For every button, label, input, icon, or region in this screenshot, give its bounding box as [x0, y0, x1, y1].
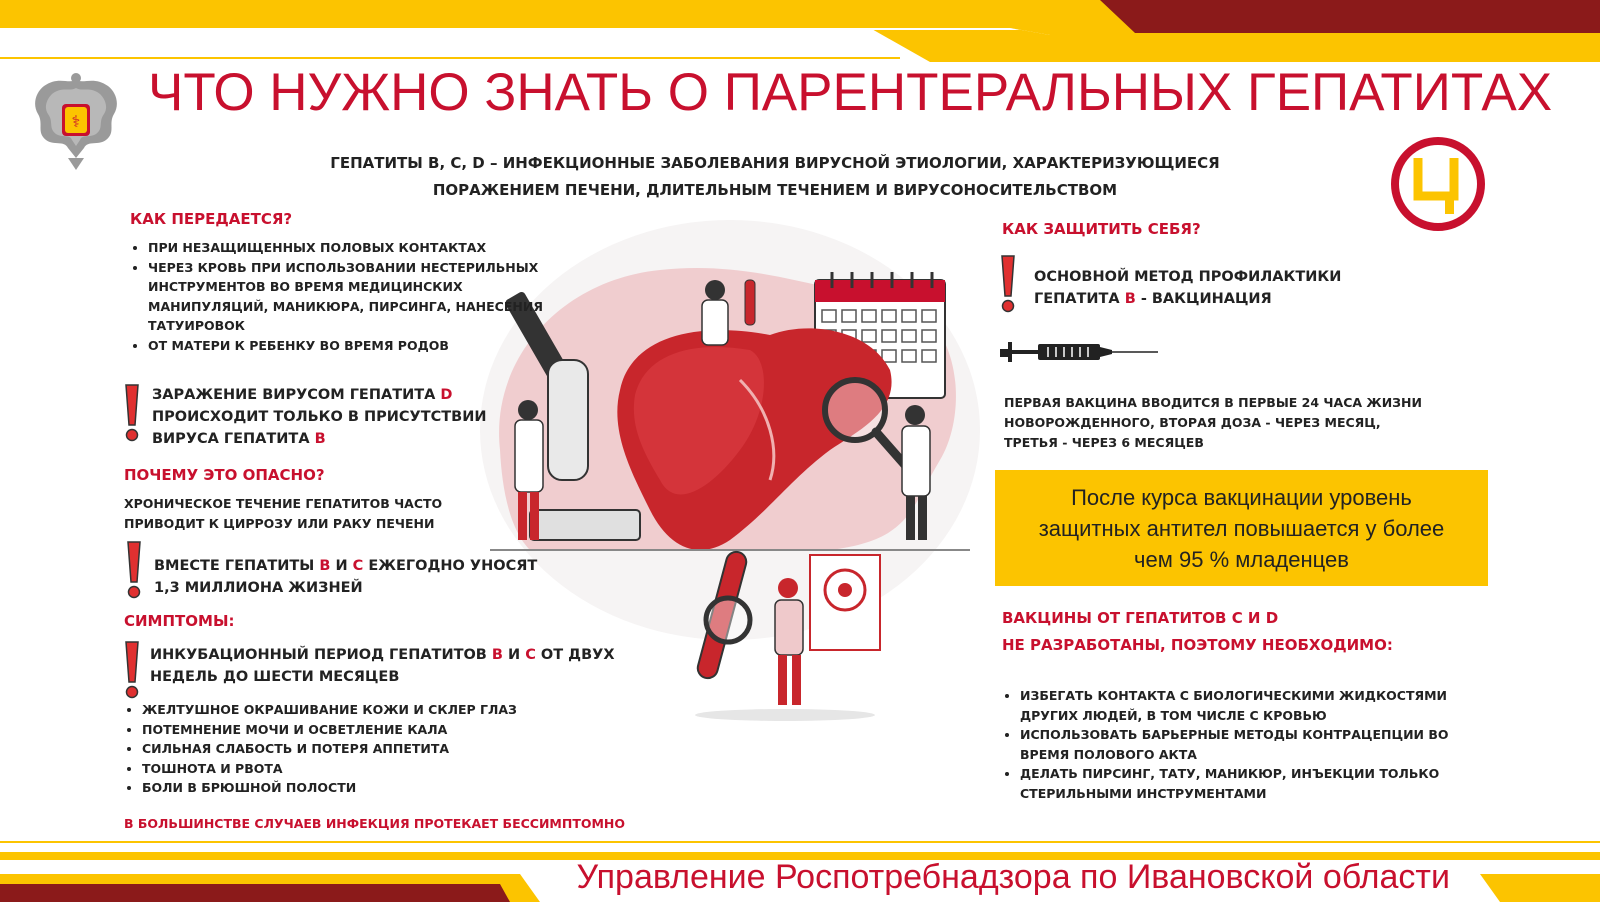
vaccine-schedule [1004, 393, 1422, 453]
warning-part: И [330, 558, 353, 574]
warning-letter: В [491, 647, 503, 663]
vaccination-main [1034, 266, 1341, 310]
warning-line: ПРОИСХОДИТ ТОЛЬКО В ПРИСУТСТВИИ [152, 409, 487, 425]
list-item: • ИСПОЛЬЗОВАТЬ БАРЬЕРНЫЕ МЕТОДЫ КОНТРАЦЕПЦИИ ВО ВРЕМЯ ПОЛОВОГО АКТА [1020, 725, 1460, 764]
danger-line: ПРИВОДИТ К ЦИРРОЗУ ИЛИ РАКУ ПЕЧЕНИ [124, 516, 435, 531]
highlight-line: защитных антител повышается у более [1038, 516, 1445, 541]
warning-part: И [502, 647, 526, 663]
list-item: • СИЛЬНАЯ СЛАБОСТЬ И ПОТЕРЯ АППЕТИТА [142, 739, 602, 759]
vaccination-part: ГЕПАТИТА [1034, 291, 1125, 307]
hepatitis-d-warning [152, 384, 486, 450]
warning-line: ЗАРАЖЕНИЕ ВИРУСОМ ГЕПАТИТА [152, 387, 441, 403]
top-decor-stripes [0, 0, 1600, 62]
exclamation-icon [124, 540, 144, 600]
list-item: • ЖЕЛТУШНОЕ ОКРАШИВАНИЕ КОЖИ И СКЛЕР ГЛАЗ [142, 700, 602, 720]
page-title: ЧТО НУЖНО ЗНАТЬ О ПАРЕНТЕРАЛЬНЫХ ГЕПАТИТАХ [148, 63, 1553, 122]
list-item: • ОТ МАТЕРИ К РЕБЕНКУ ВО ВРЕМЯ РОДОВ [148, 336, 568, 356]
rospotrebnadzor-emblem-icon [28, 70, 124, 174]
prevention-list [998, 686, 1460, 803]
list-item: • БОЛИ В БРЮШНОЙ ПОЛОСТИ [142, 778, 602, 798]
protect-title: КАК ЗАЩИТИТЬ СЕБЯ? [1002, 220, 1201, 238]
list-item: • ЧЕРЕЗ КРОВЬ ПРИ ИСПОЛЬЗОВАНИИ НЕСТЕРИЛЬНЫХ ИНСТРУМЕНТОВ ВО ВРЕМЯ МЕДИЦИНСКИХ МАНИПУЛЯЦИЙ, МАНИКЮРА, ПИРСИНГА, НАНЕСЕНИЯ ТАТУИРОВОК [148, 258, 568, 336]
warning-letter: D [440, 387, 453, 403]
intro-text [300, 150, 1250, 204]
no-vaccine-title [1002, 605, 1393, 659]
no-vaccine-title-line: НЕ РАЗРАБОТАНЫ, ПОЭТОМУ НЕОБХОДИМО: [1002, 636, 1393, 654]
list-item: • ПРИ НЕЗАЩИЩЕННЫХ ПОЛОВЫХ КОНТАКТАХ [148, 238, 568, 258]
center-hygiene-logo-icon [1390, 136, 1486, 232]
deaths-warning [154, 555, 537, 599]
vaccination-part: - ВАКЦИНАЦИЯ [1135, 291, 1272, 307]
schedule-line: ТРЕТЬЯ - ЧЕРЕЗ 6 МЕСЯЦЕВ [1004, 435, 1204, 450]
warning-part: ОТ ДВУХ [535, 647, 615, 663]
list-item: • ТОШНОТА И РВОТА [142, 759, 602, 779]
list-item: • ДЕЛАТЬ ПИРСИНГ, ТАТУ, МАНИКЮР, ИНЪЕКЦИИ ТОЛЬКО СТЕРИЛЬНЫМИ ИНСТРУМЕНТАМИ [1020, 764, 1460, 803]
warning-letter: В [314, 431, 326, 447]
no-vaccine-title-line: ВАКЦИНЫ ОТ ГЕПАТИТОВ С И D [1002, 609, 1279, 627]
highlight-line: чем 95 % младенцев [1134, 547, 1349, 572]
danger-line: ХРОНИЧЕСКОЕ ТЕЧЕНИЕ ГЕПАТИТОВ ЧАСТО [124, 496, 443, 511]
vaccination-highlight-box [995, 470, 1488, 586]
transmission-list [126, 238, 568, 355]
warning-letter: В [319, 558, 331, 574]
danger-text [124, 494, 442, 534]
warning-line: 1,3 МИЛЛИОНА ЖИЗНЕЙ [154, 580, 363, 596]
schedule-line: ПЕРВАЯ ВАКЦИНА ВВОДИТСЯ В ПЕРВЫЕ 24 ЧАСА ЖИЗНИ [1004, 395, 1422, 410]
exclamation-icon [122, 383, 142, 443]
warning-letter: С [352, 558, 364, 574]
exclamation-icon [122, 640, 142, 700]
exclamation-icon [998, 254, 1018, 314]
warning-part: ИНКУБАЦИОННЫЙ ПЕРИОД ГЕПАТИТОВ [150, 647, 492, 663]
syringe-icon [1000, 338, 1160, 366]
highlight-line: После курса вакцинации уровень [1071, 485, 1412, 510]
intro-line-2: ПОРАЖЕНИЕМ ПЕЧЕНИ, ДЛИТЕЛЬНЫМ ТЕЧЕНИЕМ И ВИРУСОНОСИТЕЛЬСТВОМ [432, 181, 1118, 199]
schedule-line: НОВОРОЖДЕННОГО, ВТОРАЯ ДОЗА - ЧЕРЕЗ МЕСЯЦ, [1004, 415, 1381, 430]
warning-part: ВМЕСТЕ ГЕПАТИТЫ [154, 558, 320, 574]
intro-line-1: ГЕПАТИТЫ В, С, D – ИНФЕКЦИОННЫЕ ЗАБОЛЕВАНИЯ ВИРУСНОЙ ЭТИОЛОГИИ, ХАРАКТЕРИЗУЮЩИЕСЯ [330, 154, 1220, 172]
lab-report-icon [810, 555, 880, 650]
symptoms-list [120, 700, 602, 798]
warning-line: НЕДЕЛЬ ДО ШЕСТИ МЕСЯЦЕВ [150, 669, 400, 685]
warning-part: ЕЖЕГОДНО УНОСЯТ [363, 558, 538, 574]
warning-letter: В [1124, 291, 1136, 307]
list-item: • ИЗБЕГАТЬ КОНТАКТА С БИОЛОГИЧЕСКИМИ ЖИДКОСТЯМИ ДРУГИХ ЛЮДЕЙ, В ТОМ ЧИСЛЕ С КРОВЬЮ [1020, 686, 1460, 725]
list-item: • ПОТЕМНЕНИЕ МОЧИ И ОСВЕТЛЕНИЕ КАЛА [142, 720, 602, 740]
vaccination-line: ОСНОВНОЙ МЕТОД ПРОФИЛАКТИКИ [1034, 269, 1342, 285]
symptoms-title: СИМПТОМЫ: [124, 612, 235, 630]
footer-organization: Управление Роспотребнадзора по Ивановской области [576, 858, 1450, 896]
asymptomatic-note: В БОЛЬШИНСТВЕ СЛУЧАЕВ ИНФЕКЦИЯ ПРОТЕКАЕТ БЕССИМПТОМНО [124, 816, 626, 831]
warning-line: ВИРУСА ГЕПАТИТА [152, 431, 315, 447]
incubation-warning [150, 644, 615, 688]
svg-text:⚕: ⚕ [71, 112, 81, 131]
warning-letter: С [525, 647, 536, 663]
transmission-title: КАК ПЕРЕДАЕТСЯ? [130, 210, 293, 228]
danger-title: ПОЧЕМУ ЭТО ОПАСНО? [124, 466, 325, 484]
